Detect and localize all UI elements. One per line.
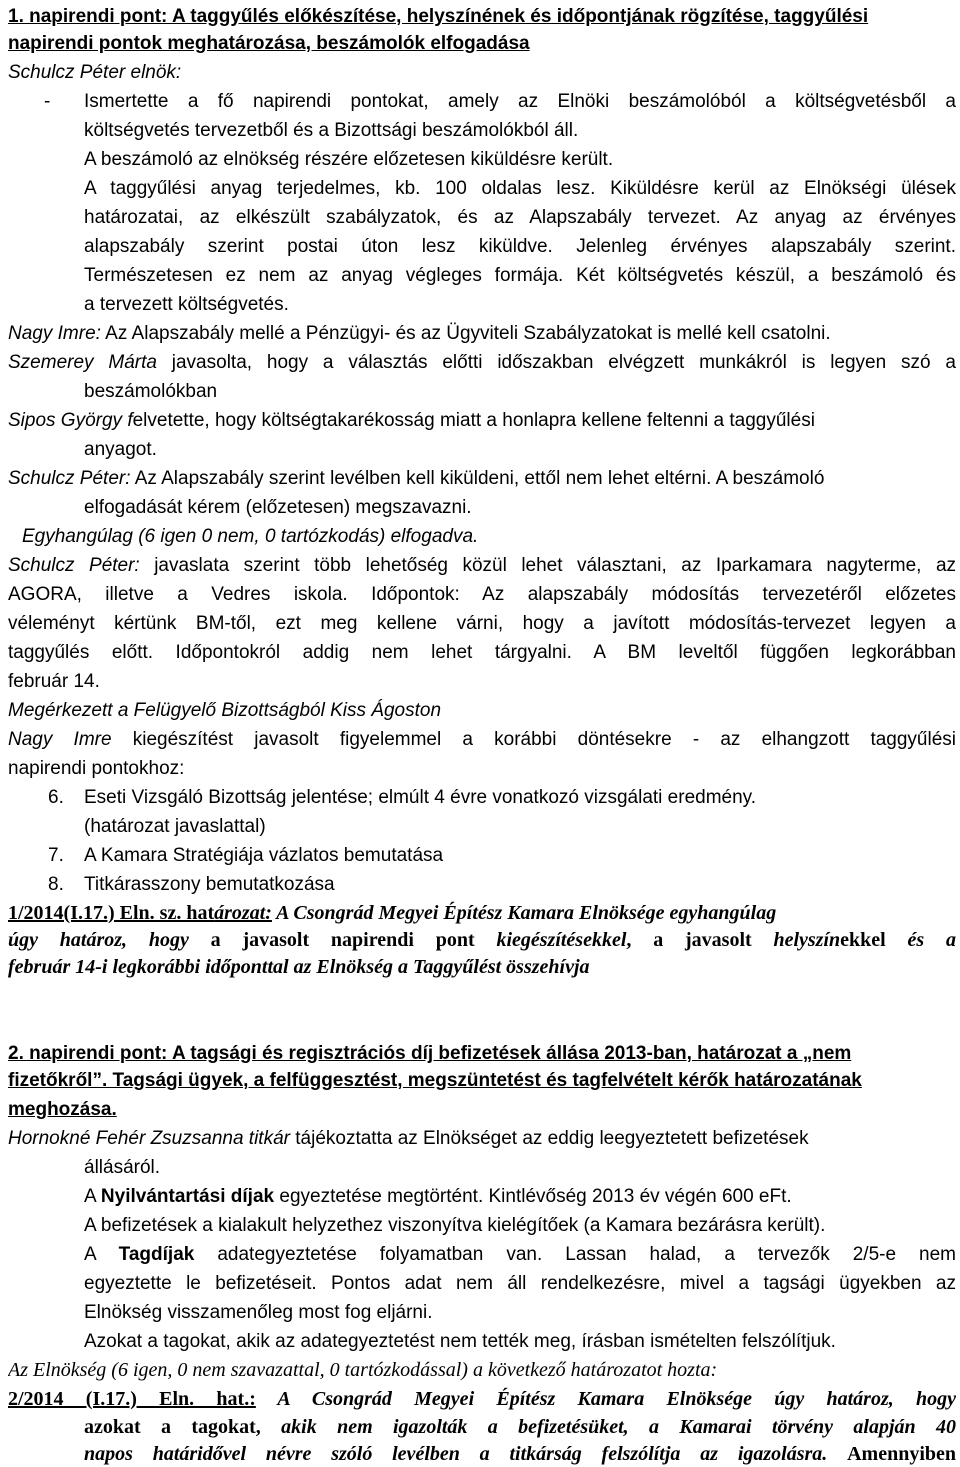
resolution-1-line-2 (8, 926, 956, 955)
section-1-heading-line-2: napirendi pontok meghatározása, beszámolók elfogadása (8, 33, 530, 54)
resolution-2-text: A Csongrád Megyei Építész Kamara Elnöksége úgy határoz, hogy (255, 1388, 956, 1410)
registry-fee-label: Nyilvántartási díjak (100, 1186, 275, 1207)
resolution-text: Amennyiben (847, 1443, 956, 1465)
resolution-2-line-2 (84, 1413, 956, 1442)
resolution-text: ekkel (840, 929, 908, 951)
list-number: 6. (48, 787, 64, 808)
remark-text-cont: elfogadását kérem (előzetesen) megszavazni. (84, 497, 472, 518)
section-2-heading-line-3: meghozása. (8, 1099, 117, 1120)
schulcz-remark-2 (8, 464, 956, 493)
list-item-cont: (határozat javaslattal) (84, 816, 266, 837)
szemerey-remark (8, 348, 956, 377)
speaker-name: Schulcz Péter: (8, 555, 140, 576)
paragraph-line: költségvetés tervezetből és a Bizottsági beszámolókból áll. (84, 120, 579, 141)
remark-text: Az Alapszabály szerint levélben kell kiküldeni, ettől nem lehet eltérni. A beszámoló (130, 468, 825, 489)
section-2-heading-line-1: 2. napirendi pont: A tagsági és regisztrációs díj befizetések állása 2013-ban, határozat a „nem (8, 1043, 852, 1064)
vote-result-1: Egyhangúlag (6 igen 0 nem, 0 tartózkodás) elfogadva. (22, 526, 479, 547)
text: egyeztetése megtörtént. Kintlévőség 2013 év végén 600 eFt. (274, 1186, 792, 1207)
remark-text-cont: napirendi pontokhoz: (8, 758, 185, 779)
remark-text: kiegészítést javasolt figyelemmel a korábbi döntésekre - az elhangzott taggyűlési (111, 729, 956, 750)
speaker-name: Hornokné Fehér Zsuzsanna titkár (8, 1128, 290, 1149)
speaker-name: Nagy Imre: (8, 323, 101, 344)
paragraph-line: egyeztette le befizetéseit. Pontos adat nem áll rendelkezésre, mivel a tagsági ügyekben az (84, 1273, 956, 1294)
payments-line: A befizetések a kialakult helyzethez viszonyítva kielégítőek (a Kamara bezárásra került). (84, 1215, 826, 1236)
registry-fee-line (84, 1182, 956, 1211)
resolution-text: helyszín (773, 929, 841, 951)
nagy-imre-remark (8, 319, 956, 348)
resolution-text: akik nem igazolták a befizetésüket, a Kamarai törvény alapján 40 (260, 1416, 956, 1438)
resolution-2-line-1 (8, 1385, 956, 1414)
text: A (84, 1244, 119, 1265)
speaker-name: Schulcz Péter: (8, 468, 131, 489)
resolution-1-ref: 1/2014(I.17.) Eln. sz. hat (8, 902, 215, 924)
list-item: Titkárasszony bemutatkozása (84, 874, 335, 895)
resolution-text: azokat a tagokat, (84, 1416, 261, 1438)
resolution-2-line-3 (84, 1440, 956, 1467)
paragraph-line: A taggyűlési anyag terjedelmes, kb. 100 oldalas lesz. Kiküldésre kerül az Elnökségi ülések (84, 178, 956, 199)
remark-text: Az Alapszabály mellé a Pénzügyi- és az Ügyviteli Szabályzatokat is mellé kell csatolni. (100, 323, 831, 344)
resolution-1-text: A Csongrád Megyei Építész Kamara Elnöksége egyhangúlag (271, 902, 777, 924)
sipos-remark (8, 406, 956, 435)
resolution-text: , a javasolt (626, 929, 774, 951)
list-dash: - (44, 91, 51, 112)
vote-result-2: Az Elnökség (6 igen, 0 nem szavazattal, 0 tartózkodással) a következő határozatot hozta: (8, 1359, 718, 1381)
nagy-imre-remark-2 (8, 725, 956, 754)
paragraph-line: február 14. (8, 671, 100, 692)
list-number: 7. (48, 845, 64, 866)
remark-text-cont: állásáról. (84, 1157, 161, 1178)
secretary-remark (8, 1124, 956, 1153)
speaker-name: Sipos György f (8, 410, 133, 431)
speaker-name: Szemerey Márta (8, 352, 157, 373)
resolution-text: és a (907, 929, 956, 951)
text: A (84, 1186, 101, 1207)
speaker-label: Schulcz Péter elnök: (8, 62, 182, 83)
section-2-heading-line-2: fizetőkről”. Tagsági ügyek, a felfüggesztést, megszüntetést és tagfelvételt kérők határozatának (8, 1070, 862, 1091)
paragraph-line: A beszámoló az elnökség részére előzetesen kiküldésre került. (84, 149, 614, 170)
remark-text-cont: beszámolókban (84, 381, 218, 402)
membership-fee-label: Tagdíjak (118, 1244, 195, 1265)
paragraph-line: Elnökség visszamenőleg most fog eljárni. (84, 1302, 433, 1323)
remark-text: tájékoztatta az Elnökséget az eddig leegyeztetett befizetések (289, 1128, 809, 1149)
speaker-name: Nagy Imre (8, 729, 112, 750)
paragraph-line: Azokat a tagokat, akik az adategyeztetést nem tették meg, írásban ismételten felszólítjuk. (84, 1331, 836, 1352)
resolution-text: úgy határoz, hogy (8, 929, 189, 951)
list-number: 8. (48, 874, 64, 895)
list-item: Eseti Vizsgáló Bizottság jelentése; elmúlt 4 évre vonatkozó vizsgálati eredmény. (84, 787, 757, 808)
resolution-1-line-3: február 14-i legkorábbi időponttal az Elnökség a Taggyűlést összehívja (8, 956, 590, 978)
resolution-1-line-1 (8, 899, 956, 928)
remark-text-cont: anyagot. (84, 439, 157, 460)
paragraph-line: taggyűlés előtt. Időpontokról addig nem lehet tárgyalni. A BM leveltől függően legkorábban (8, 642, 956, 663)
paragraph-line: határozatai, az elkészült szabályzatok, és az Alapszabály tervezet. Az anyag az érvényes (84, 207, 956, 228)
arrival-note: Megérkezett a Felügyelő Bizottságból Kiss Ágoston (8, 700, 442, 721)
paragraph-line: a tervezett költségvetés. (84, 294, 289, 315)
resolution-text: a javasolt napirendi pont (188, 929, 497, 951)
paragraph-line: Természetesen ez nem az anyag végleges formája. Két költségvetés készül, a beszámoló és (84, 265, 956, 286)
resolution-1-ref-italic: ározat: (214, 902, 272, 924)
resolution-text: napos határidővel névre szóló levélben a titkárság felszólítja az igazolásra. (84, 1443, 848, 1465)
resolution-2-ref: 2/2014 (I.17.) Eln. hat.: (8, 1388, 256, 1410)
paragraph-line: AGORA, illetve a Vedres iskola. Időpontok: Az alapszabály módosítás tervezetéről előzetes (8, 584, 956, 605)
schulcz-remark-3 (8, 551, 956, 580)
text: adategyeztetése folyamatban van. Lassan halad, a tervezők 2/5-e nem (194, 1244, 956, 1265)
paragraph-line: véleményt kértünk BM-től, ezt meg kellene várni, hogy a javított módosítás-tervezet legyen a (8, 613, 956, 634)
paragraph-line: alapszabály szerint postai úton lesz kiküldve. Jelenleg érvényes alapszabály szerint. (84, 236, 956, 257)
membership-fee-line (84, 1240, 956, 1269)
paragraph-line: Ismertette a fő napirendi pontokat, amely az Elnöki beszámolóból a költségvetésből a (84, 91, 956, 112)
remark-text: elvetette, hogy költségtakarékosság miatt a honlapra kellene feltenni a taggyűlési (132, 410, 815, 431)
remark-text: javasolta, hogy a választás előtti időszakban elvégzett munkákról is legyen szó a (156, 352, 956, 373)
list-item: A Kamara Stratégiája vázlatos bemutatása (84, 845, 444, 866)
remark-text: javaslata szerint több lehetőség közül lehet választani, az Iparkamara nagyterme, az (139, 555, 956, 576)
section-1-heading-line-1: 1. napirendi pont: A taggyűlés előkészítése, helyszínének és időpontjának rögzítése, taggyűlési (8, 6, 869, 27)
resolution-text: kiegészítésekkel (496, 929, 627, 951)
